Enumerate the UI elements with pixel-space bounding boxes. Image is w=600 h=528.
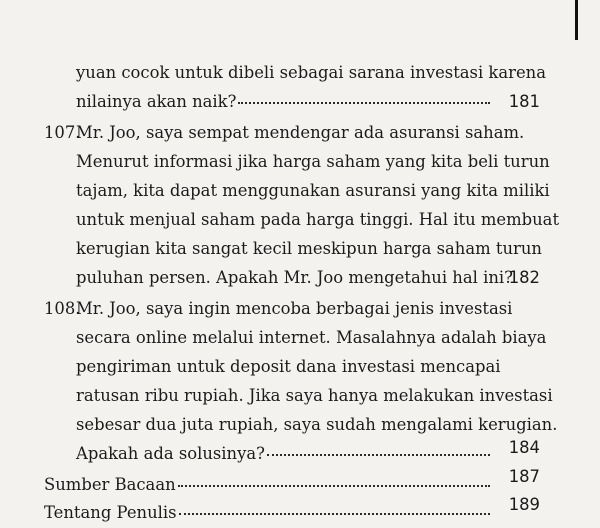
- toc-entry-107-line-4: untuk menjual saham pada harga tinggi. Hal itu membuat: [76, 210, 560, 229]
- toc-entry-108-line-1: Mr. Joo, saya ingin mencoba berbagai jenis investasi: [76, 299, 513, 318]
- toc-tentang-penulis[interactable]: [44, 498, 496, 528]
- leader-dots: [267, 453, 490, 456]
- toc-entry-107-line-1: Mr. Joo, saya sempat mendengar ada asuransi saham.: [76, 123, 525, 142]
- toc-entry-108-line-5: sebesar dua juta rupiah, saya sudah mengalami kerugian.: [76, 415, 558, 434]
- toc-entry-106-line-2[interactable]: [76, 87, 496, 117]
- toc-entry-107-line-3: tajam, kita dapat menggunakan asuransi yang kita miliki: [76, 181, 550, 200]
- toc-entry-106-line-1: yuan cocok untuk dibeli sebagai sarana investasi karena: [76, 63, 546, 82]
- toc-entry-108-line-3: pengiriman untuk deposit dana investasi mencapai: [76, 357, 501, 376]
- toc-entry-108-number: 108.: [44, 299, 81, 318]
- toc-entry-106-title-end: nilainya akan naik?: [76, 92, 237, 111]
- toc-entry-108-line-6[interactable]: [76, 439, 496, 469]
- toc-entry-107-title-end: puluhan persen. Apakah Mr. Joo mengetahui hal ini?: [76, 268, 513, 287]
- toc-entry-107-number: 107.: [44, 123, 81, 142]
- leader-dots: [178, 484, 490, 487]
- toc-sumber-bacaan[interactable]: [44, 470, 496, 500]
- leader-dots: [179, 512, 490, 515]
- page-edge-mark: [575, 0, 578, 40]
- toc-entry-108-line-4: ratusan ribu rupiah. Jika saya hanya melakukan investasi: [76, 386, 553, 405]
- toc-entry-108-title-end: Apakah ada solusinya?: [76, 444, 265, 463]
- toc-entry-106-page: 181: [508, 92, 540, 111]
- toc-tentang-penulis-title: Tentang Penulis: [44, 503, 177, 522]
- toc-sumber-bacaan-title: Sumber Bacaan: [44, 475, 176, 494]
- toc-sumber-bacaan-page: 187: [508, 467, 540, 486]
- toc-entry-107-line-6[interactable]: [76, 263, 513, 293]
- toc-tentang-penulis-page: 189: [508, 495, 540, 514]
- leader-dots: [238, 101, 490, 104]
- toc-entry-107-line-5: kerugian kita sangat kecil meskipun harga saham turun: [76, 239, 542, 258]
- toc-entry-108-page: 184: [508, 438, 540, 457]
- toc-entry-108-line-2: secara online melalui internet. Masalahnya adalah biaya: [76, 328, 547, 347]
- toc-entry-107-line-2: Menurut informasi jika harga saham yang kita beli turun: [76, 152, 550, 171]
- toc-entry-107-page: 182: [508, 268, 540, 287]
